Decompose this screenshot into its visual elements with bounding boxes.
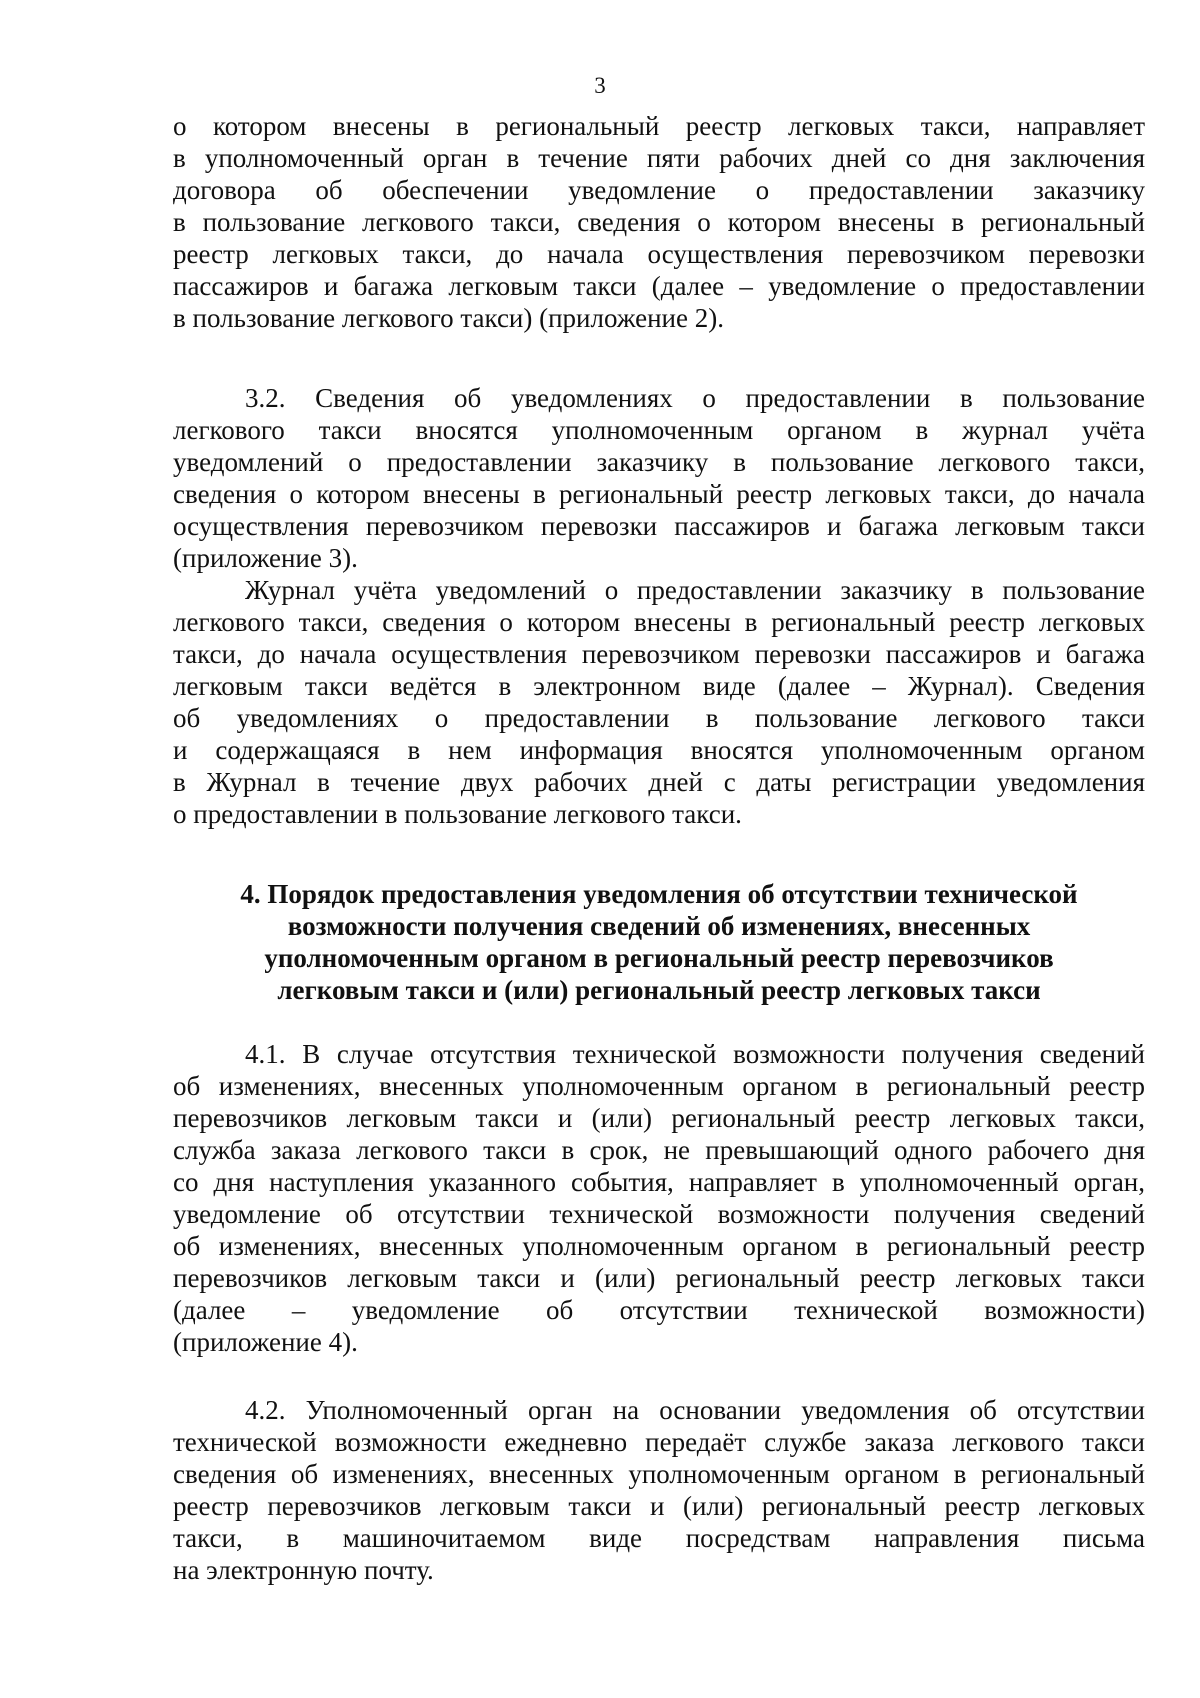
text-line: уведомлений о предоставлении заказчику в пользование легкового такси, xyxy=(173,447,1145,477)
paragraph-journal xyxy=(173,574,1145,830)
text-line: договора об обеспечении уведомление о предоставлении заказчику xyxy=(173,175,1145,205)
text-line: реестр перевозчиков легковым такси и (или) региональный реестр легковых xyxy=(173,1491,1145,1521)
text-line: 3.2. Сведения об уведомлениях о предоставлении в пользование xyxy=(245,383,1145,413)
heading-line: легковым такси и (или) региональный реестр легковых такси xyxy=(277,975,1041,1005)
text-line: 4.2. Уполномоченный орган на основании уведомления об отсутствии xyxy=(245,1395,1145,1425)
heading-line: возможности получения сведений об изменениях, внесенных xyxy=(287,911,1031,941)
text-line: легкового такси вносятся уполномоченным органом в журнал учёта xyxy=(173,415,1145,445)
section-heading xyxy=(173,878,1145,1006)
text-line: такси, до начала осуществления перевозчиком перевозки пассажиров и багажа xyxy=(173,639,1145,669)
text-line: такси, в машиночитаемом виде посредствам направления письма xyxy=(173,1523,1145,1553)
text-line: (приложение 4). xyxy=(173,1327,358,1357)
paragraph-4-1 xyxy=(173,1038,1145,1358)
heading-line: уполномоченным органом в региональный реестр перевозчиков xyxy=(264,943,1054,973)
text-line: Журнал учёта уведомлений о предоставлении заказчику в пользование xyxy=(245,575,1145,605)
text-line: перевозчиков легковым такси и (или) региональный реестр легковых такси xyxy=(173,1263,1145,1293)
text-line: легкового такси, сведения о котором внесены в региональный реестр легковых xyxy=(173,607,1145,637)
text-line: легковым такси ведётся в электронном виде (далее – Журнал). Сведения xyxy=(173,671,1145,701)
paragraph-continuation xyxy=(173,110,1145,334)
text-line: (далее – уведомление об отсутствии технической возможности) xyxy=(173,1295,1145,1325)
text-line: пассажиров и багажа легковым такси (далее – уведомление о предоставлении xyxy=(173,271,1145,301)
text-line: сведения об изменениях, внесенных уполномоченным органом в региональный xyxy=(173,1459,1145,1489)
text-line: перевозчиков легковым такси и (или) региональный реестр легковых такси, xyxy=(173,1103,1145,1133)
text-line: служба заказа легкового такси в срок, не превышающий одного рабочего дня xyxy=(173,1135,1145,1165)
text-line: в пользование легкового такси) (приложение 2). xyxy=(173,303,724,333)
text-line: уведомление об отсутствии технической возможности получения сведений xyxy=(173,1199,1145,1229)
paragraph-3-2 xyxy=(173,382,1145,574)
text-line: об изменениях, внесенных уполномоченным органом в региональный реестр xyxy=(173,1071,1145,1101)
text-line: о предоставлении в пользование легкового такси. xyxy=(173,799,742,829)
text-line: осуществления перевозчиком перевозки пассажиров и багажа легковым такси xyxy=(173,511,1145,541)
text-line: (приложение 3). xyxy=(173,543,358,573)
paragraph-4-2 xyxy=(173,1394,1145,1586)
text-line: 4.1. В случае отсутствия технической возможности получения сведений xyxy=(245,1039,1145,1069)
text-line: об уведомлениях о предоставлении в пользование легкового такси xyxy=(173,703,1145,733)
text-line: и содержащаяся в нем информация вносятся уполномоченным органом xyxy=(173,735,1145,765)
text-line: в пользование легкового такси, сведения о котором внесены в региональный xyxy=(173,207,1145,237)
text-line: реестр легковых такси, до начала осуществления перевозчиком перевозки xyxy=(173,239,1145,269)
page-number: 3 xyxy=(594,73,606,98)
text-line: со дня наступления указанного события, направляет в уполномоченный орган, xyxy=(173,1167,1145,1197)
text-line: технической возможности ежедневно передаёт службе заказа легкового такси xyxy=(173,1427,1145,1457)
heading-line: 4. Порядок предоставления уведомления об отсутствии технической xyxy=(240,879,1078,909)
text-line: в уполномоченный орган в течение пяти рабочих дней со дня заключения xyxy=(173,143,1145,173)
text-line: об изменениях, внесенных уполномоченным органом в региональный реестр xyxy=(173,1231,1145,1261)
text-line: в Журнал в течение двух рабочих дней с даты регистрации уведомления xyxy=(173,767,1145,797)
text-line: сведения о котором внесены в региональный реестр легковых такси, до начала xyxy=(173,479,1145,509)
text-line: на электронную почту. xyxy=(173,1555,434,1585)
text-line: о котором внесены в региональный реестр легковых такси, направляет xyxy=(173,111,1145,141)
